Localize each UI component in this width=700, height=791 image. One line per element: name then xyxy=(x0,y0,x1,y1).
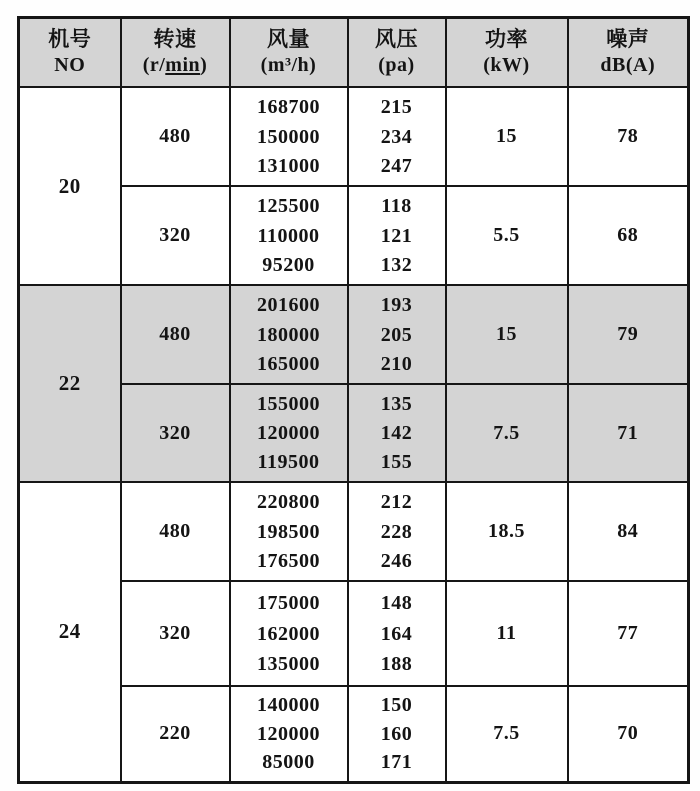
cell-speed: 320 xyxy=(121,384,230,482)
cell-pressure xyxy=(348,482,446,581)
pressure-value: 212 xyxy=(380,491,413,514)
cell-noise: 77 xyxy=(568,581,689,686)
header-pressure xyxy=(348,18,446,88)
header-speed xyxy=(121,18,230,88)
cell-noise: 79 xyxy=(568,285,689,384)
airflow-value: 165000 xyxy=(257,352,320,375)
header-power xyxy=(446,18,568,88)
header-machine-no-unit: NO xyxy=(54,54,86,77)
pressure-value: 228 xyxy=(380,520,413,543)
cell-airflow xyxy=(230,581,348,686)
cell-pressure xyxy=(348,87,446,186)
cell-airflow xyxy=(230,186,348,285)
cell-airflow xyxy=(230,686,348,782)
airflow-value: 198500 xyxy=(257,520,320,543)
cell-airflow xyxy=(230,384,348,482)
cell-speed: 480 xyxy=(121,87,230,186)
pressure-value: 205 xyxy=(380,323,413,346)
pressure-value: 164 xyxy=(380,622,413,645)
airflow-value: 140000 xyxy=(257,694,320,717)
cell-power: 18.5 xyxy=(446,482,568,581)
cell-power: 7.5 xyxy=(446,686,568,782)
cell-speed: 220 xyxy=(121,686,230,782)
cell-power: 15 xyxy=(446,87,568,186)
cell-noise: 71 xyxy=(568,384,689,482)
cell-power: 11 xyxy=(446,581,568,686)
header-noise-unit: dB(A) xyxy=(600,54,656,77)
cell-pressure xyxy=(348,186,446,285)
cell-power: 15 xyxy=(446,285,568,384)
pressure-value: 246 xyxy=(380,549,413,572)
header-noise xyxy=(568,18,689,88)
airflow-value: 120000 xyxy=(257,422,320,444)
airflow-value: 175000 xyxy=(257,591,320,614)
airflow-value: 119500 xyxy=(257,451,320,473)
airflow-value: 95200 xyxy=(262,253,315,276)
pressure-value: 135 xyxy=(380,393,413,415)
airflow-value: 162000 xyxy=(257,622,320,645)
pressure-value: 121 xyxy=(380,224,413,247)
pressure-value: 132 xyxy=(380,253,413,276)
airflow-value: 180000 xyxy=(257,323,320,346)
table-row xyxy=(19,285,689,384)
cell-speed: 320 xyxy=(121,581,230,686)
cell-noise: 84 xyxy=(568,482,689,581)
airflow-value: 220800 xyxy=(257,491,320,514)
cell-pressure xyxy=(348,285,446,384)
pressure-value: 160 xyxy=(380,722,413,745)
cell-pressure xyxy=(348,384,446,482)
header-speed-unit-underlined: min xyxy=(165,54,201,77)
cell-speed: 480 xyxy=(121,482,230,581)
pressure-value: 234 xyxy=(380,125,413,148)
header-pressure-title: 风压 xyxy=(375,27,418,52)
header-machine-no-title: 机号 xyxy=(48,27,92,52)
pressure-value: 118 xyxy=(381,195,412,218)
airflow-value: 120000 xyxy=(257,722,320,745)
header-power-unit: (kW) xyxy=(483,54,530,77)
pressure-value: 193 xyxy=(380,294,413,317)
airflow-value: 150000 xyxy=(257,125,320,148)
header-airflow-unit: (m³/h) xyxy=(260,54,317,77)
airflow-value: 201600 xyxy=(257,294,320,317)
cell-speed: 320 xyxy=(121,186,230,285)
cell-power: 5.5 xyxy=(446,186,568,285)
cell-power: 7.5 xyxy=(446,384,568,482)
cell-noise: 70 xyxy=(568,686,689,782)
header-speed-unit-post: ) xyxy=(200,54,208,77)
header-airflow-title: 风量 xyxy=(267,27,310,52)
header-speed-unit xyxy=(122,53,229,79)
pressure-value: 188 xyxy=(380,653,413,676)
cell-speed: 480 xyxy=(121,285,230,384)
airflow-value: 135000 xyxy=(257,653,320,676)
header-speed-title: 转速 xyxy=(153,27,197,52)
fan-spec-table xyxy=(17,16,690,784)
cell-noise: 68 xyxy=(568,186,689,285)
pressure-value: 171 xyxy=(380,751,413,774)
header-pressure-unit: (pa) xyxy=(378,54,415,77)
cell-airflow xyxy=(230,87,348,186)
cell-pressure xyxy=(348,686,446,782)
pressure-value: 247 xyxy=(380,154,413,177)
cell-airflow xyxy=(230,285,348,384)
pressure-value: 155 xyxy=(380,451,413,473)
header-noise-title: 噪声 xyxy=(606,27,650,52)
header-power-title: 功率 xyxy=(485,27,528,52)
header-airflow xyxy=(230,18,348,88)
airflow-value: 176500 xyxy=(257,549,320,572)
table-row xyxy=(19,87,689,186)
airflow-value: 110000 xyxy=(257,224,320,247)
airflow-value: 155000 xyxy=(257,393,320,415)
table-row xyxy=(19,482,689,581)
airflow-value: 168700 xyxy=(257,96,320,119)
pressure-value: 210 xyxy=(380,352,413,375)
pressure-value: 215 xyxy=(380,96,413,119)
cell-machine-no-24: 24 xyxy=(19,482,121,782)
airflow-value: 85000 xyxy=(262,751,315,774)
pressure-value: 142 xyxy=(380,422,413,444)
header-machine-no xyxy=(19,18,121,88)
cell-noise: 78 xyxy=(568,87,689,186)
airflow-value: 125500 xyxy=(257,195,320,218)
cell-airflow xyxy=(230,482,348,581)
header-row xyxy=(19,18,689,88)
pressure-value: 150 xyxy=(380,694,413,717)
header-speed-unit-pre: (r/ xyxy=(142,54,166,77)
cell-pressure xyxy=(348,581,446,686)
cell-machine-no-20: 20 xyxy=(19,87,121,285)
cell-machine-no-22: 22 xyxy=(19,285,121,482)
pressure-value: 148 xyxy=(380,591,413,614)
airflow-value: 131000 xyxy=(257,154,320,177)
